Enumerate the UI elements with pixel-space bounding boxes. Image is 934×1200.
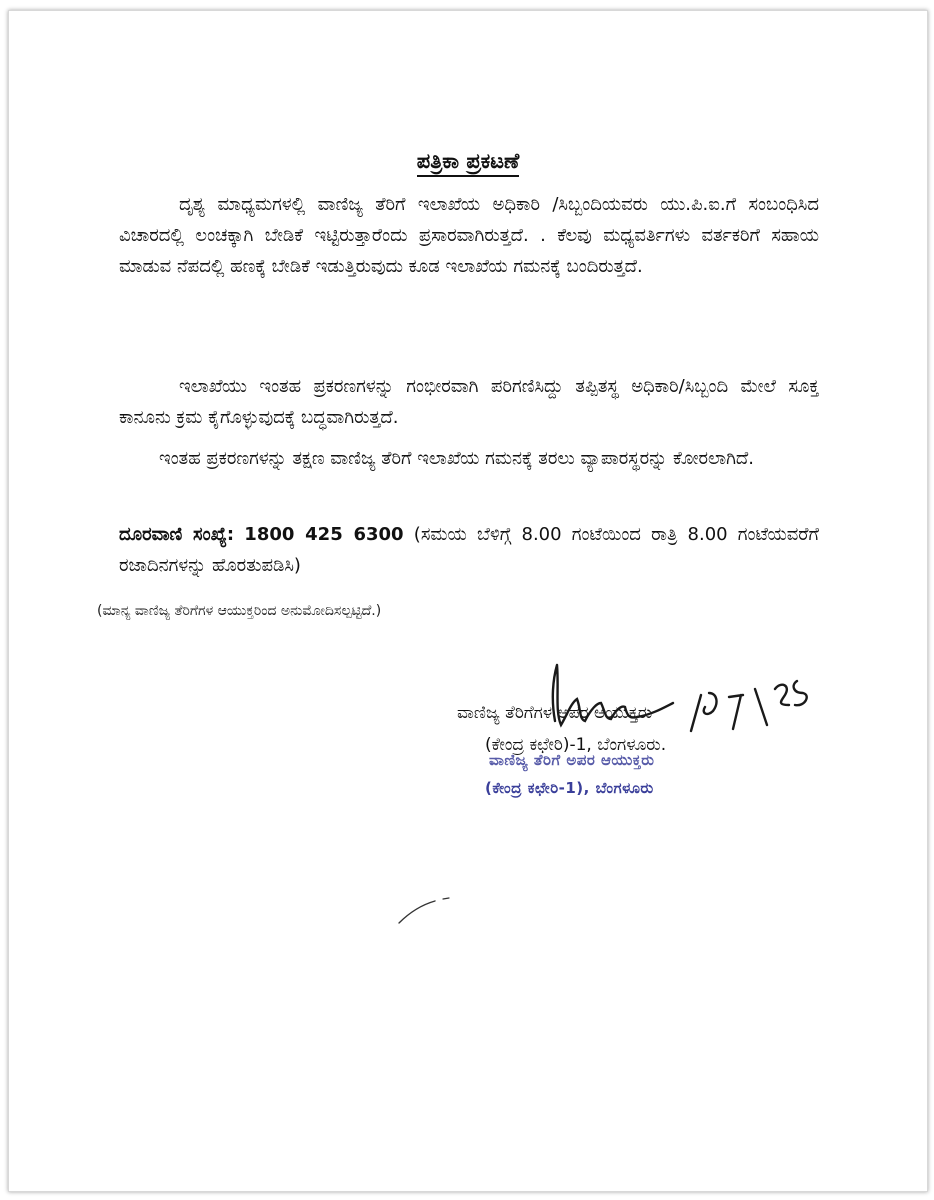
stamp-line-2: (ಕೇಂದ್ರ ಕಛೇರಿ-1), ಬೆಂಗಳೂರು [485,779,654,797]
pen-mark-icon [395,897,455,927]
paragraph-2: ಇಲಾಖೆಯು ಇಂತಹ ಪ್ರಕರಣಗಳನ್ನು ಗಂಭೀರವಾಗಿ ಪರಿಗಣಿಸಿದ್ದು ತಪ್ಪಿತಸ್ಥ ಅಧಿಕಾರಿ/ಸಿಬ್ಬಂದಿ ಮೇಲೆ ಸೂಕ್ತ ಕಾನೂನು ಕ್ರಮ ಕೈಗೊಳ್ಳುವುದಕ್ಕೆ ಬದ್ಧವಾಗಿರುತ್ತದೆ. [119,376,819,428]
signature-stroke [553,665,673,725]
document-title [9,149,927,174]
phone-paragraph [119,519,819,581]
paragraph-3: ಇಂತಹ ಪ್ರಕರಣಗಳನ್ನು ತಕ್ಷಣ ವಾಣಿಜ್ಯ ತೆರಿಗೆ ಇಲಾಖೆಯ ಗಮನಕ್ಕೆ ತರಲು ವ್ಯಾಪಾರಸ್ಥರನ್ನು ಕೋರಲಾಗಿದೆ. [159,448,754,469]
office-designation: ವಾಣಿಜ್ಯ ತೆರಿಗೆಗಳ ಅಪರ ಆಯುಕ್ತರು [457,703,653,723]
office-location: (ಕೇಂದ್ರ ಕಛೇರಿ)-1, ಬೆಂಗಳೂರು. [485,735,667,755]
paragraph-1: ದೃಶ್ಯ ಮಾಧ್ಯಮಗಳಲ್ಲಿ ವಾಣಿಜ್ಯ ತೆರಿಗೆ ಇಲಾಖೆಯ ಅಧಿಕಾರಿ /ಸಿಬ್ಬಂದಿಯವರು ಯು.ಪಿ.ಐ.ಗೆ ಸಂಬಂಧಿಸಿದ ವಿಚಾರದಲ್ಲಿ ಲಂಚಕ್ಕಾಗಿ ಬೇಡಿಕೆ ಇಟ್ಟಿರುತ್ತಾರೆಂದು ಪ್ರಸಾರವಾಗಿರುತ್ತದೆ. . ಕೆಲವು ಮಧ್ಯವರ್ತಿಗಳು ವರ್ತಕರಿಗೆ ಸಹಾಯ ಮಾಡುವ ನೆಪದಲ್ಲಿ ಹಣಕ್ಕೆ ಬೇಡಿಕೆ ಇಡುತ್ತಿರುವುದು ಕೂಡ ಇಲಾಖೆಯ ಗಮನಕ್ಕೆ ಬಂದಿರುತ್ತದೆ. [119,194,819,277]
phone-hours: (ಸಮಯ ಬೆಳಿಗ್ಗೆ 8.00 ಗಂಟೆಯಿಂದ ರಾತ್ರಿ 8.00 ಗಂಟೆಯವರೆಗೆ ರಜಾದಿನಗಳನ್ನು ಹೊರತುಪಡಿಸಿ) [119,524,819,576]
document-page [8,10,928,1192]
phone-label: ದೂರವಾಣಿ ಸಂಖ್ಯೆ: [119,524,235,545]
signature-date [691,681,807,731]
stamp-line-1: ವಾಣಿಜ್ಯ ತೆರಿಗೆ ಅಪರ ಆಯುಕ್ತರು [489,751,655,769]
approval-note: (ಮಾನ್ಯ ವಾಣಿಜ್ಯ ತೆರಿಗೆಗಳ ಆಯುಕ್ತರಿಂದ ಅನುಮೋದಿಸಲ್ಪಟ್ಟಿದೆ.) [97,603,382,619]
signature-icon [541,659,831,739]
phone-number: 1800 425 6300 [244,524,404,545]
title-text: ಪತ್ರಿಕಾ ಪ್ರಕಟಣೆ [417,149,519,177]
